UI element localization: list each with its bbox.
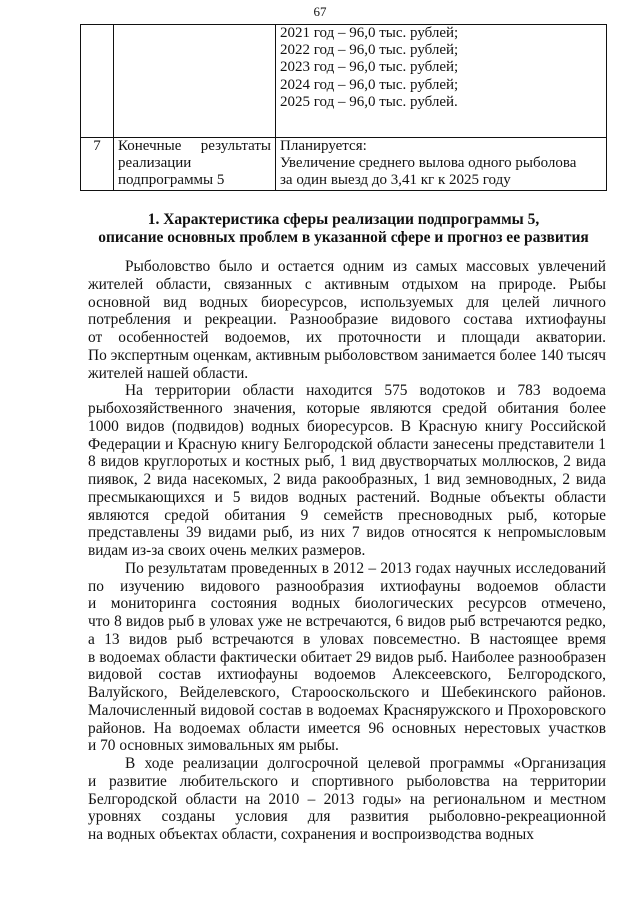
paragraph-line: Рыболовство было и остается одним из самых массовых увлечений [125,258,606,275]
paragraph-line: и 70 основных зимовальных ям рыбы. [88,737,339,755]
body-text [88,258,606,844]
paragraph-line: и мониторинга состояния водных биологических ресурсов отмечено, [88,595,606,613]
paragraph-line: пресмыкающихся и 5 видов водных растений. Водные объекты области [88,488,606,506]
row-name-line: реализации [118,155,192,172]
paragraph [88,258,606,382]
section-title-line: описание основных проблем в указанной сфере и прогноз ее развития [98,229,589,246]
paragraph-line: что 8 видов рыб в уловах уже не встречаются, 6 видов рыб встречаются редко, [88,613,606,630]
table-cell-value [276,25,607,138]
section-title [80,211,607,247]
funding-line: 2025 год – 96,0 тыс. рублей. [280,93,458,110]
row-value-line: Планируется: [280,138,367,154]
paragraph-line: представлены 39 видами рыб, из них 7 видов относятся к непромысловым [88,524,606,542]
funding-line: 2021 год – 96,0 тыс. рублей; [280,25,459,41]
page-number: 67 [313,4,327,19]
paragraph-line: и развитие любительского и спортивного рыболовства на территории [88,772,606,790]
paragraph-line: пиявок, 2 вида насекомых, 2 вида ракообразных, 1 вид земноводных, 2 вида [88,471,606,488]
row-name-line: подпрограммы 5 [118,172,225,189]
row-number: 7 [81,138,114,191]
row-value [276,138,607,191]
paragraph-line: районов. На водоемах области имеется 96 основных нерестовых участков [88,719,606,737]
paragraph [88,560,606,755]
table-row [81,25,607,138]
section-title-line: 1. Характеристика сферы реализации подпрограммы 5, [147,211,540,228]
paragraph-line: видовой состав ихтиофауны водоемов Алексеевского, Белгородского, [88,666,606,684]
paragraph-line: 8 видов круглоротых и костных рыб, 1 вид двустворчатых моллюсков, 2 вида [88,453,606,471]
table-cell-number [81,25,114,138]
paragraph [88,755,606,844]
row-value-line: Увеличение среднего вылова одного рыболова [280,155,577,172]
paragraph-line: В ходе реализации долгосрочной целевой программы «Организация [125,755,606,772]
table-cell-name [114,25,276,138]
paragraph-line: от особенностей водоемов, их проточности и площади акватории. [88,329,606,346]
paragraph-line: на водных объектах области, сохранения и воспроизводства водных [88,826,534,843]
row-name [114,138,276,191]
paragraph-line: рыбохозяйственного значения, которые являются средой обитания более [88,400,606,417]
row-value-line: за один выезд до 3,41 кг к 2025 году [280,172,511,189]
funding-line: 2023 год – 96,0 тыс. рублей; [280,59,459,76]
paragraph-line: Валуйского, Вейделевского, Старооскольского и Шебекинского районов. [88,684,606,701]
paragraph-line: 1000 видов (подвидов) водных биоресурсов. В Красную книгу Российской [88,417,606,435]
paragraph-line: по изучению видового разнообразия ихтиофауны водоемов области [88,577,606,595]
paragraph-line: в водоемах области фактически обитает 29 видов рыб. Наиболее разнообразен [88,648,606,666]
paragraph-line: являются средой обитания 9 семейств пресноводных рыб, которые [88,506,606,524]
funding-line: 2024 год – 96,0 тыс. рублей; [280,76,459,93]
paragraph-line: По экспертным оценкам, активным рыболовством занимается более 140 тысяч [88,346,606,364]
paragraph-line: Федерации и Красную книгу Белгородской области занесены представители 1 [88,435,606,453]
funding-line: 2022 год – 96,0 тыс. рублей; [280,42,459,59]
paragraph-line: потребления и рекреации. Разнообразие видового состава ихтиофауны [88,311,606,329]
paragraph-line: а 13 видов рыб встречаются в уловах повсеместно. В настоящее время [88,630,606,648]
paragraph-line: Малочисленный видовой состав в водоемах Красняружского и Прохоровского [88,701,606,719]
table-row [81,138,607,191]
paragraph-line: видам из-за своих очень мелких размеров. [88,542,366,559]
paragraph-line: На территории области находится 575 водотоков и 783 водоема [125,382,606,400]
paragraph-line: основной вид водных биоресурсов, используемых для целей личного [88,293,606,311]
paragraph-line: уровнях созданы условия для развития рыболовно-рекреационной [88,808,606,826]
paragraph [88,382,606,560]
paragraph-line: Белгородской области на 2010 – 2013 годы» на региональном и местном [88,790,606,808]
row-name-line: Конечные результаты [118,138,271,154]
paragraph-line: жителей нашей области. [88,364,249,382]
subprogram-passport-table [80,24,607,191]
paragraph-line: жителей области, связанных с активным отдыхом на природе. Рыбы [88,275,606,293]
paragraph-line: По результатам проведенных в 2012 – 2013 годах научных исследований [125,559,606,577]
